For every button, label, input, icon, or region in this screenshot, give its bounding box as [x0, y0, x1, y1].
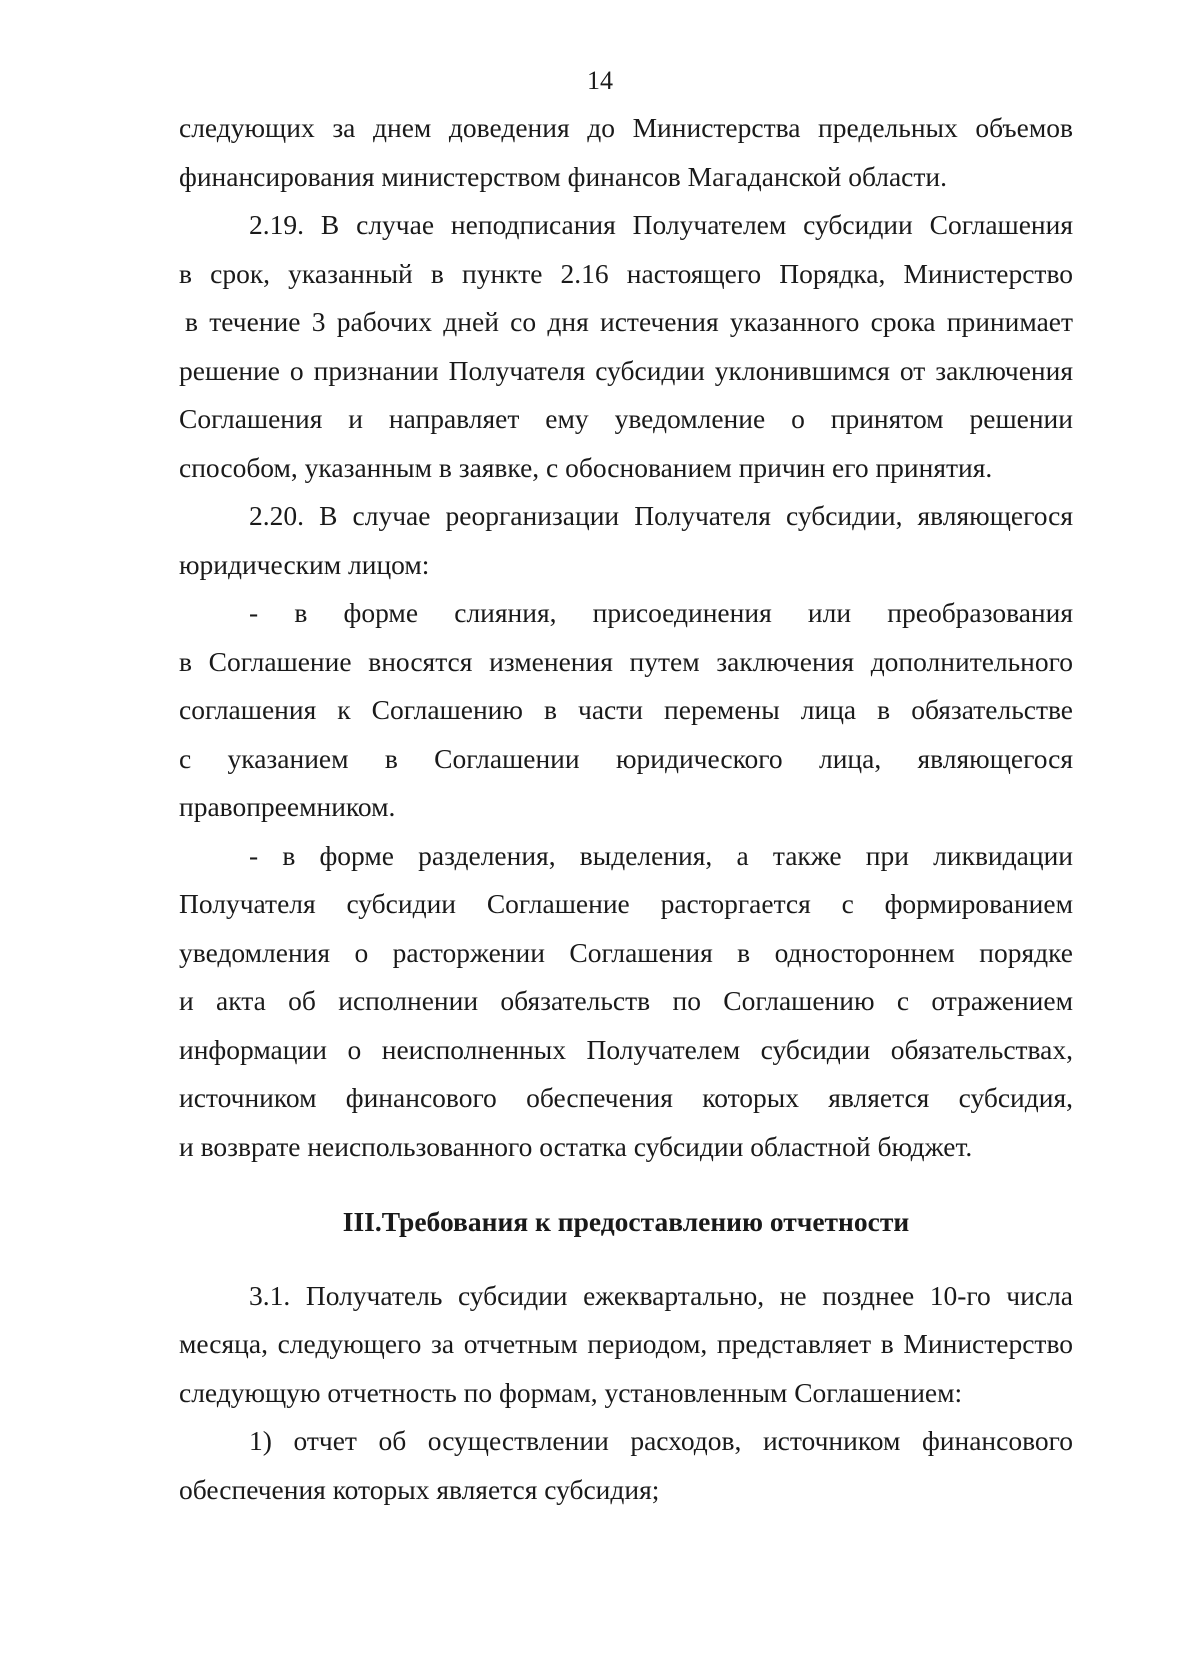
text-line: - в форме слияния, присоединения или преобразования — [249, 597, 1073, 628]
text-line: источником финансового обеспечения которых является субсидия, — [179, 1082, 1073, 1113]
text-line: в течение 3 рабочих дней со дня истечения указанного срока принимает — [185, 306, 1073, 337]
paragraph-division-case — [179, 832, 1073, 1172]
text-line: финансирования министерством финансов Магаданской области. — [179, 160, 947, 192]
text-line: 1) отчет об осуществлении расходов, источником финансового — [249, 1425, 1073, 1456]
paragraph-item-1 — [179, 1417, 1073, 1514]
text-line: следующих за днем доведения до Министерства предельных объемов — [179, 112, 1073, 143]
text-line: следующую отчетность по формам, установленным Соглашением: — [179, 1376, 963, 1408]
text-line: 3.1. Получатель субсидии ежеквартально, не позднее 10-го числа — [249, 1279, 1073, 1311]
text-line: правопреемником. — [179, 791, 396, 822]
text-line: и возврате неиспользованного остатка субсидии областной бюджет. — [179, 1130, 973, 1162]
text-line: юридическим лицом: — [179, 548, 430, 580]
paragraph-continuation — [179, 104, 1073, 201]
text-line: способом, указанным в заявке, с обоснованием причин его принятия. — [179, 451, 993, 483]
paragraph-3-1 — [179, 1272, 1073, 1418]
document-body — [179, 104, 1073, 1514]
text-line: Соглашения и направляет ему уведомление о принятом решении — [179, 403, 1073, 434]
text-line: - в форме разделения, выделения, а также при ликвидации — [249, 839, 1073, 871]
text-line: с указанием в Соглашении юридического лица, являющегося — [179, 742, 1073, 774]
text-line: 2.20. В случае реорганизации Получателя субсидии, являющегося — [249, 500, 1073, 531]
text-line: в срок, указанный в пункте 2.16 настоящего Порядка, Министерство — [179, 257, 1073, 289]
text-line: в Соглашение вносятся изменения путем заключения дополнительного — [179, 645, 1073, 677]
text-line: обеспечения которых является субсидия; — [179, 1473, 660, 1505]
text-line: Получателя субсидии Соглашение расторгается с формированием — [179, 888, 1073, 919]
paragraph-2-20 — [179, 492, 1073, 589]
text-line: уведомления о расторжении Соглашения в одностороннем порядке — [179, 936, 1073, 968]
text-line: месяца, следующего за отчетным периодом, представляет в Министерство — [179, 1328, 1073, 1359]
text-line: 2.19. В случае неподписания Получателем субсидии Соглашения — [249, 209, 1073, 240]
text-line: соглашения к Соглашению в части перемены лица в обязательстве — [179, 694, 1073, 725]
paragraph-2-19 — [179, 201, 1073, 492]
text-line: и акта об исполнении обязательств по Соглашению с отражением — [179, 985, 1073, 1016]
section-heading: III.Требования к предоставлению отчетности — [342, 1206, 910, 1237]
page-number: 14 — [587, 66, 613, 95]
text-line: решение о признании Получателя субсидии уклонившимся от заключения — [179, 354, 1073, 386]
text-line: информации о неисполненных Получателем субсидии обязательствах, — [179, 1033, 1073, 1065]
paragraph-merger-case — [179, 589, 1073, 832]
